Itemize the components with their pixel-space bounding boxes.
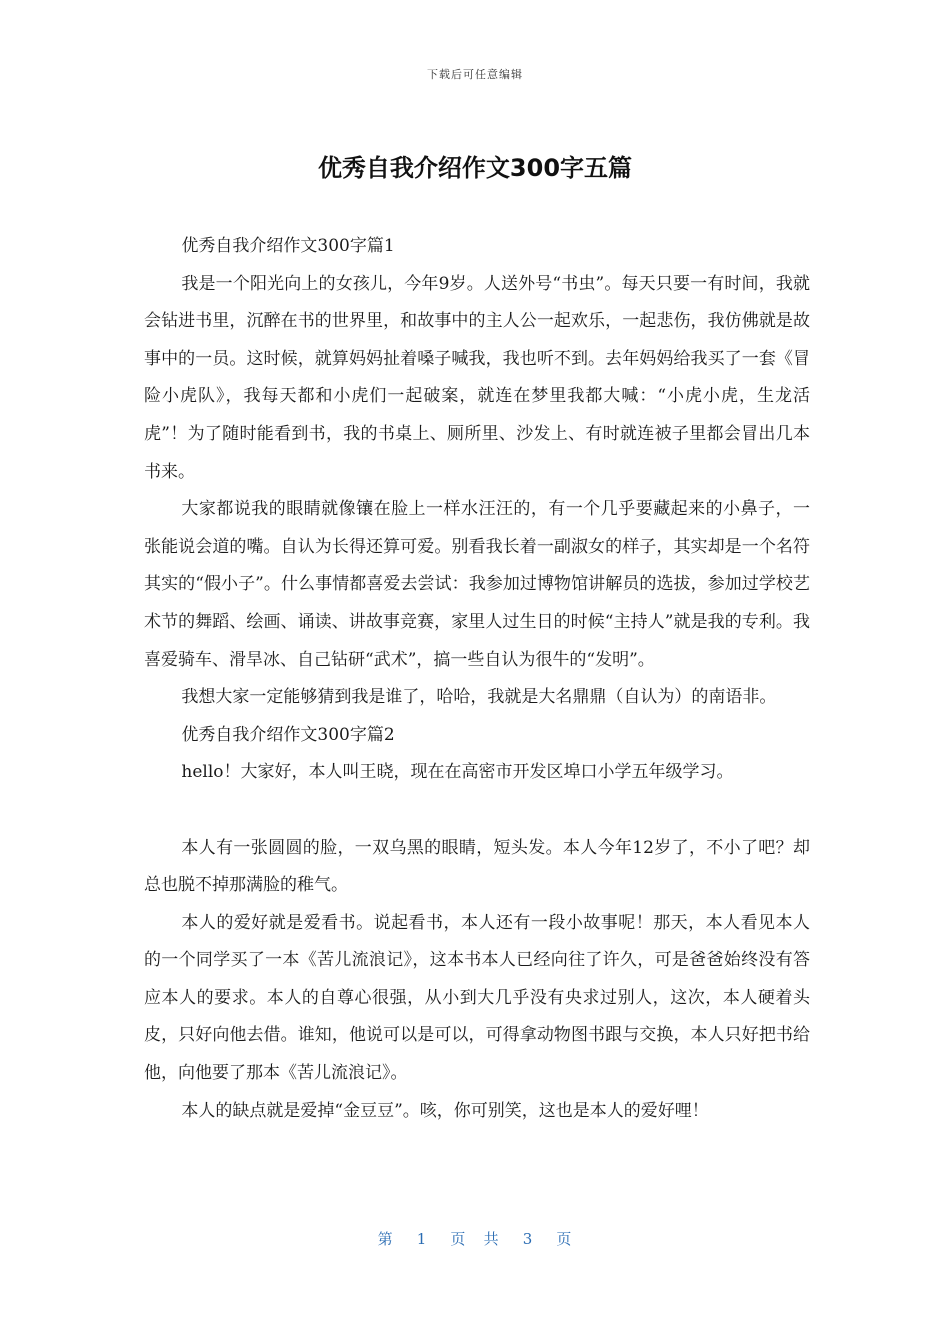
- page-header: 下载后可任意编辑: [427, 68, 523, 81]
- paragraph: hello！大家好，本人叫王晓，现在在高密市开发区埠口小学五年级学习。: [181, 762, 734, 783]
- page-footer: [0, 1228, 950, 1249]
- paragraph: 大家都说我的眼睛就像镶在脸上一样水汪汪的，有一个几乎要藏起来的小鼻子，一张能说会道的嘴。自认为长得还算可爱。别看我长着一副淑女的样子，其实却是一个名符其实的“假小子”。什么事情都喜爱去尝试：我参加过博物馆讲解员的选拔，参加过学校艺术节的舞蹈、绘画、诵读、讲故事竞赛，家里人过生日的时候“主持人”就是我的专利。我喜爱骑车、滑旱冰、自己钻研“武术”，搞一些自认为很牛的“发明”。: [144, 499, 810, 670]
- footer-prefix: 第: [377, 1230, 394, 1248]
- paragraph: 我想大家一定能够猜到我是谁了，哈哈，我就是大名鼎鼎（自认为）的南语非。: [181, 687, 777, 708]
- document-body: [144, 228, 810, 1130]
- paragraph: 本人有一张圆圆的脸，一双乌黑的眼睛，短头发。本人今年12岁了，不小了吧？却总也脱不掉那满脸的稚气。: [144, 837, 810, 896]
- paragraph: 本人的爱好就是爱看书。说起看书，本人还有一段小故事呢！那天，本人看见本人的一个同学买了一本《苦儿流浪记》，这本书本人已经向往了许久，可是爸爸始终没有答应本人的要求。本人的自尊心很强，从小到大几乎没有央求过别人，这次，本人硬着头皮，只好向他去借。谁知，他说可以是可以，可得拿动物图书跟与交换，本人只好把书给他，向他要了那本《苦儿流浪记》。: [144, 912, 810, 1084]
- paragraph: 本人的缺点就是爱掉“金豆豆”。咳，你可别笑，这也是本人的爱好哩！: [181, 1100, 709, 1121]
- section-heading-1: 优秀自我介绍作文300字篇1: [181, 236, 395, 256]
- footer-total-pages: 3: [522, 1230, 534, 1248]
- section-heading-2: 优秀自我介绍作文300字篇2: [181, 724, 395, 745]
- paragraph: 我是一个阳光向上的女孩儿，今年9岁。人送外号“书虫”。每天只要一有时间，我就会钻进书里，沉醉在书的世界里，和故事中的主人公一起欢乐，一起悲伤，我仿佛就是故事中的一员。这时候，就算妈妈扯着嗓子喊我，我也听不到。去年妈妈给我买了一套《冒险小虎队》，我每天都和小虎们一起破案，就连在梦里我都大喊：“小虎小虎，生龙活虎”！为了随时能看到书，我的书桌上、厕所里、沙发上、有时就连被子里都会冒出几本书来。: [144, 273, 810, 482]
- footer-middle: 页 共: [450, 1230, 500, 1248]
- blank-line: [144, 792, 810, 830]
- footer-suffix: 页: [556, 1230, 573, 1248]
- document-title: 优秀自我介绍作文300字五篇: [317, 154, 633, 182]
- footer-page-number: 1: [416, 1230, 428, 1248]
